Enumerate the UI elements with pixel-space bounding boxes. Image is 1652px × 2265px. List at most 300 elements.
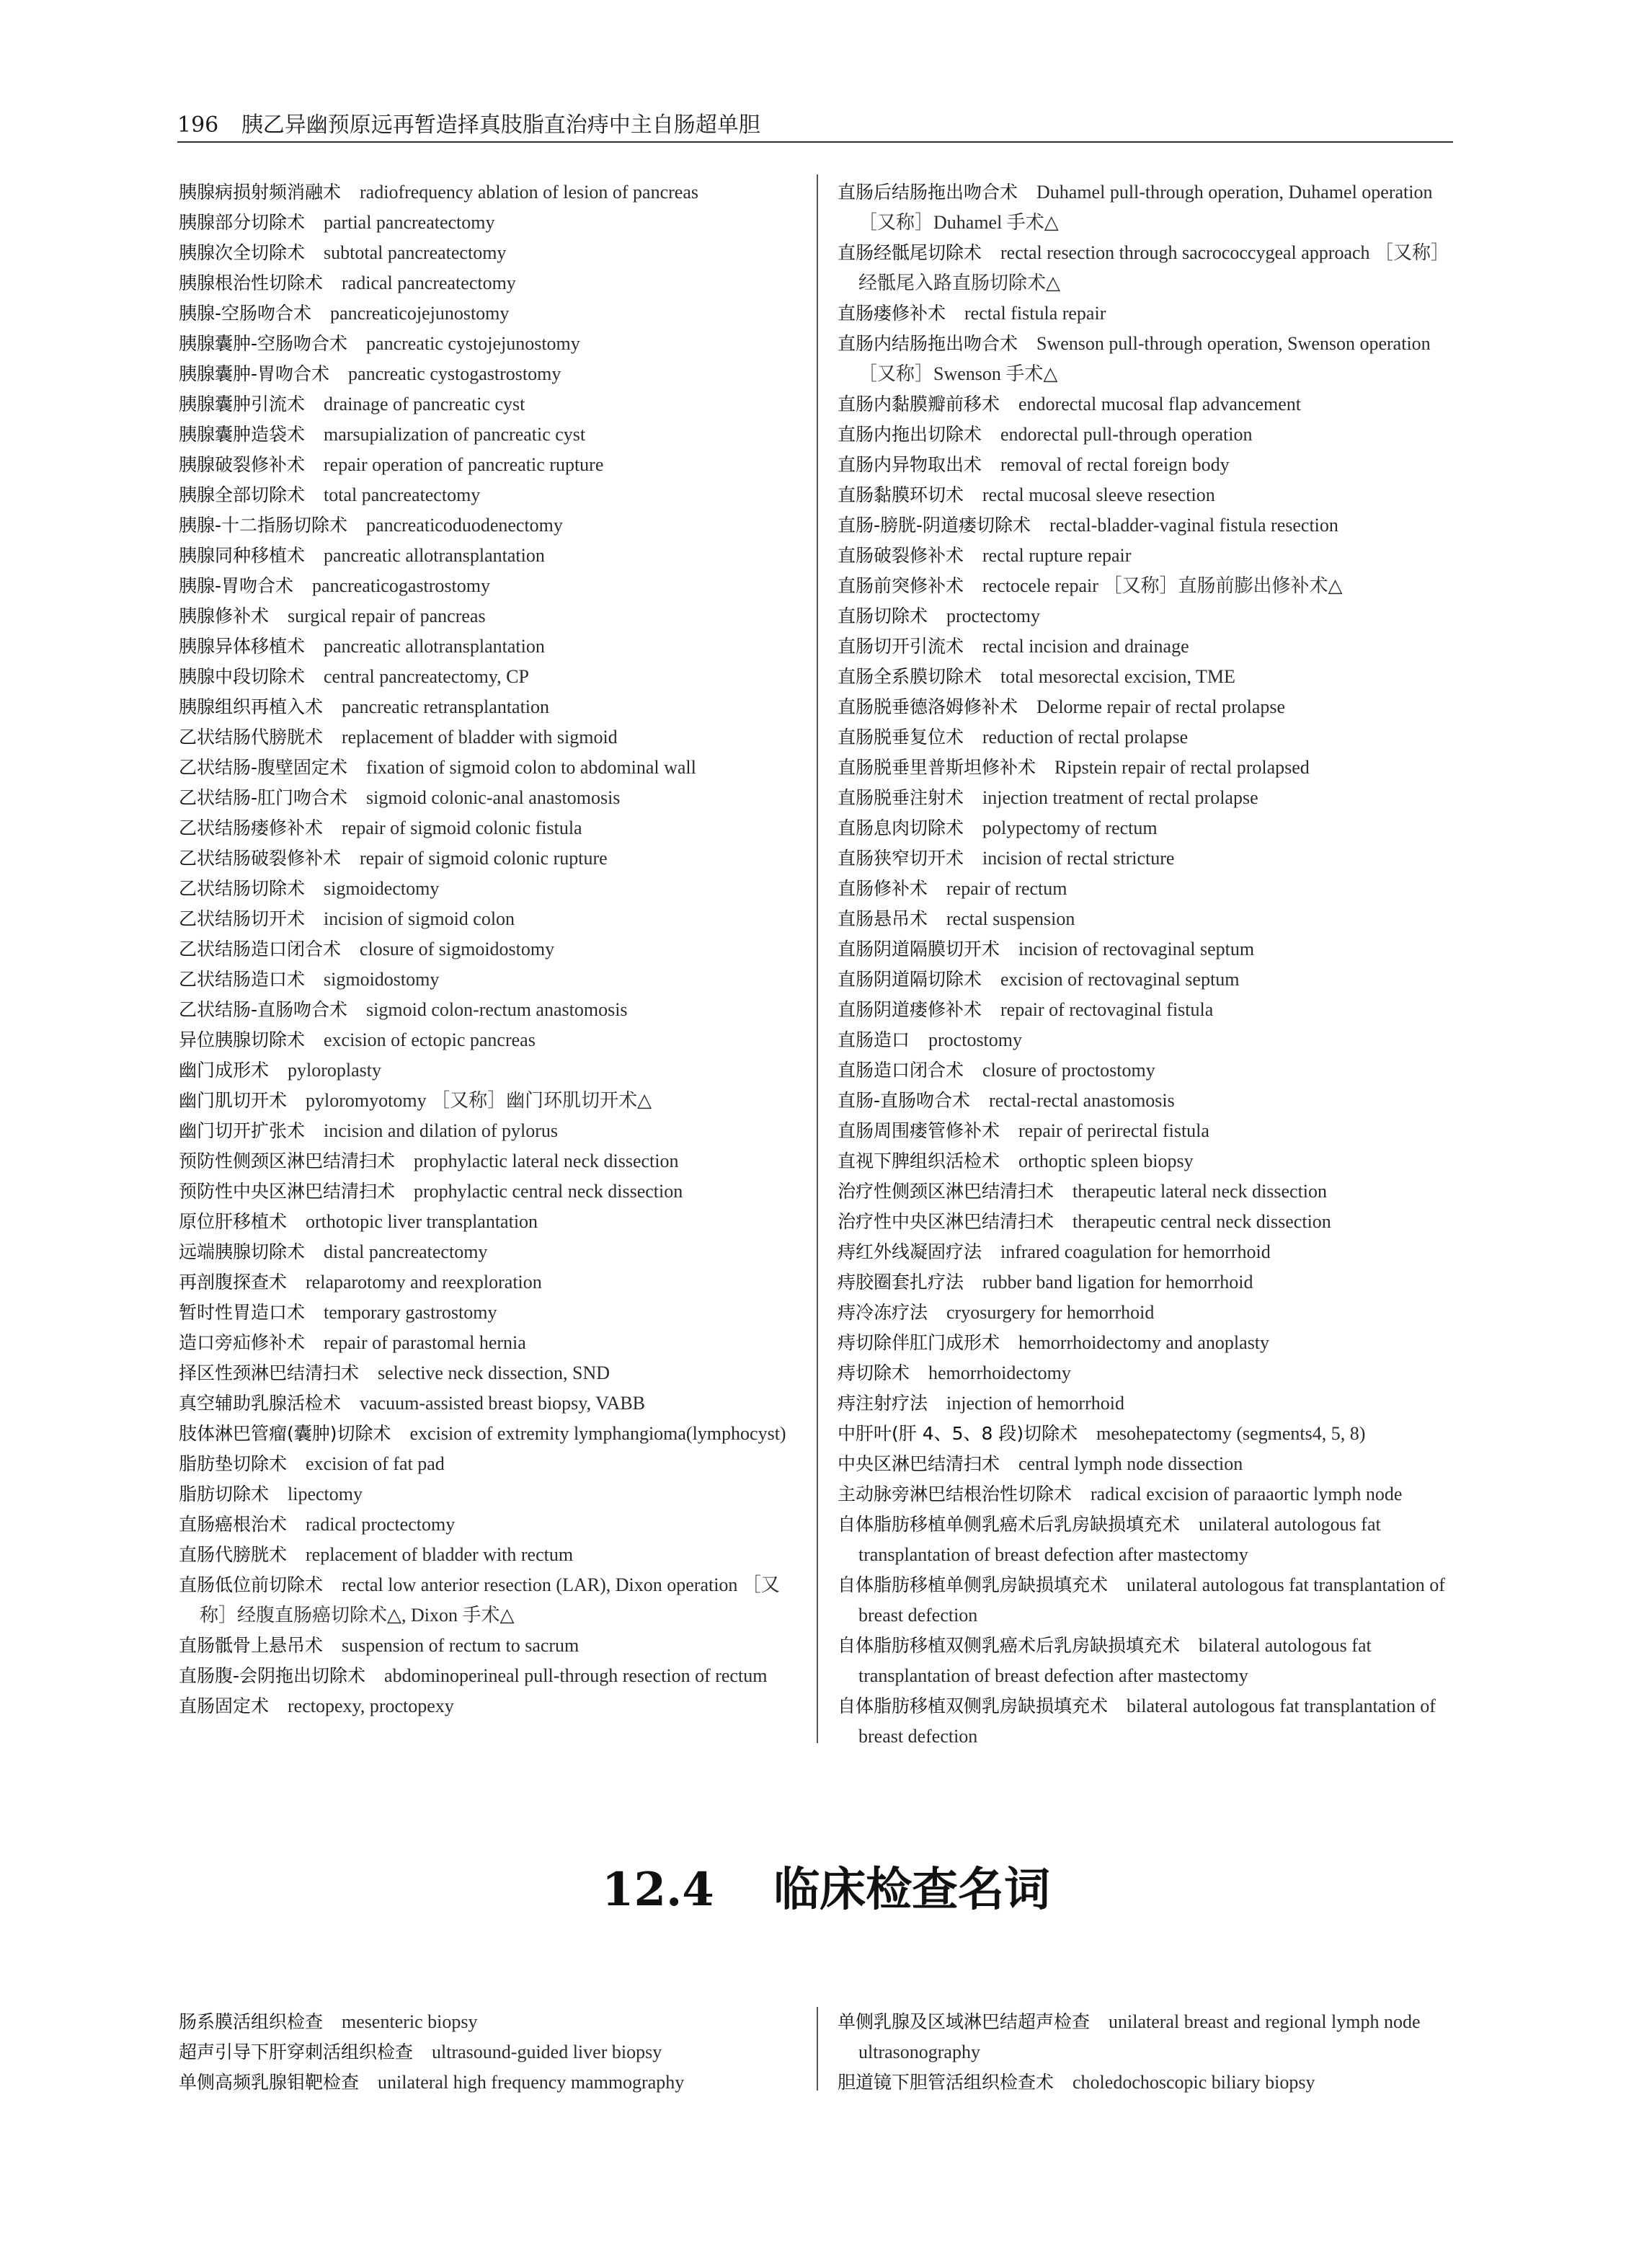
- term-english: pancreatic cystojejunostomy: [366, 333, 580, 354]
- term-entry: [838, 1146, 1455, 1176]
- term-english: pancreatic cystogastrostomy: [348, 363, 561, 384]
- term-entry: [179, 662, 799, 692]
- term-entry: [838, 1479, 1455, 1510]
- term-chinese: 痔胶圈套扎疗法: [838, 1272, 964, 1293]
- term-chinese: 主动脉旁淋巴结根治性切除术: [838, 1484, 1073, 1504]
- term-chinese: 乙状结肠代膀胱术: [179, 727, 324, 748]
- term-english: surgical repair of pancreas: [288, 606, 486, 626]
- term-english: bilateral autologous fat transplantation of breast defection: [858, 1696, 1436, 1747]
- term-english: rectal incision and drainage: [982, 636, 1189, 657]
- term-english: cryosurgery for hemorrhoid: [946, 1302, 1155, 1323]
- term-chinese: 直肠前突修补术: [838, 575, 964, 596]
- term-english: central lymph node dissection: [1018, 1453, 1243, 1474]
- term-chinese: 直肠脱垂注射术: [838, 787, 964, 808]
- term-entry: [838, 2007, 1455, 2067]
- term-chinese: 脂肪切除术: [179, 1484, 270, 1504]
- term-english: unilateral autologous fat transplantation of breast defection: [858, 1574, 1445, 1626]
- term-entry: [179, 1207, 799, 1237]
- term-chinese: 乙状结肠切开术: [179, 908, 306, 929]
- term-chinese: 再剖腹探查术: [179, 1272, 288, 1293]
- term-entry: [838, 1237, 1455, 1267]
- section-title: 临床检查名词: [773, 1863, 1051, 1917]
- section-column-divider: [817, 2007, 818, 2091]
- term-chinese: 单侧乳腺及区域淋巴结超声检查: [838, 2011, 1091, 2032]
- term-english: unilateral high frequency mammography: [378, 2072, 685, 2093]
- term-english: ultrasound-guided liver biopsy: [432, 2042, 662, 2062]
- section-right-column: [838, 2007, 1455, 2098]
- term-chinese: 原位肝移植术: [179, 1211, 288, 1232]
- term-entry: [838, 692, 1455, 722]
- term-entry: [838, 965, 1455, 995]
- term-entry: [838, 389, 1455, 420]
- term-entry: [179, 1388, 799, 1419]
- term-entry: [179, 1086, 799, 1116]
- term-entry: [838, 1358, 1455, 1388]
- term-english: removal of rectal foreign body: [1000, 454, 1230, 475]
- term-entry: [838, 813, 1455, 843]
- term-entry: [179, 722, 799, 753]
- term-chinese: 异位胰腺切除术: [179, 1029, 306, 1050]
- term-chinese: 直肠瘘修补术: [838, 303, 946, 324]
- term-entry: [838, 1267, 1455, 1298]
- term-entry: [838, 1510, 1455, 1570]
- term-english: endorectal mucosal flap advancement: [1018, 394, 1301, 415]
- term-entry: [179, 2007, 799, 2037]
- term-english: rectal-rectal anastomosis: [989, 1090, 1175, 1111]
- term-chinese: 治疗性中央区淋巴结清扫术: [838, 1211, 1054, 1232]
- term-chinese: 直视下脾组织活检术: [838, 1151, 1000, 1171]
- term-entry: [838, 541, 1455, 571]
- term-entry: [838, 1116, 1455, 1146]
- term-chinese: 脂肪垫切除术: [179, 1453, 288, 1474]
- term-english: proctectomy: [946, 606, 1040, 626]
- section-heading: [0, 1853, 1652, 1919]
- term-chinese: 直肠切开引流术: [838, 636, 964, 657]
- term-entry: [179, 965, 799, 995]
- term-entry: [179, 1146, 799, 1176]
- term-english: closure of sigmoidostomy: [360, 939, 555, 959]
- term-entry: [179, 874, 799, 904]
- term-english: hemorrhoidectomy: [928, 1362, 1071, 1383]
- term-chinese: 痔切除伴肛门成形术: [838, 1332, 1000, 1353]
- term-english: rectocele repair ［又称］直肠前膨出修补术△: [982, 575, 1343, 596]
- term-english: rubber band ligation for hemorrhoid: [982, 1272, 1253, 1293]
- term-entry: [179, 813, 799, 843]
- term-english: incision of rectovaginal septum: [1018, 939, 1255, 959]
- term-chinese: 胰腺-十二指肠切除术: [179, 515, 348, 536]
- term-english: rectal mucosal sleeve resection: [982, 484, 1215, 505]
- term-entry: [838, 1176, 1455, 1207]
- term-chinese: 直肠固定术: [179, 1696, 270, 1716]
- term-chinese: 胆道镜下胆管活组织检查术: [838, 2072, 1054, 2093]
- term-chinese: 直肠阴道隔膜切开术: [838, 939, 1000, 959]
- term-entry: [838, 1328, 1455, 1358]
- term-chinese: 自体脂肪移植双侧乳癌术后乳房缺损填充术: [838, 1635, 1181, 1656]
- term-chinese: 预防性侧颈区淋巴结清扫术: [179, 1151, 396, 1171]
- term-english: replacement of bladder with sigmoid: [342, 727, 618, 748]
- term-english: pyloroplasty: [288, 1060, 382, 1081]
- term-english: repair of parastomal hernia: [324, 1332, 526, 1353]
- term-chinese: 中肝叶(肝 4、5、8 段)切除术: [838, 1423, 1078, 1444]
- term-english: pancreatic allotransplantation: [324, 636, 545, 657]
- term-entry: [179, 2037, 799, 2067]
- term-entry: [838, 420, 1455, 450]
- term-english: pancreatic allotransplantation: [324, 545, 545, 566]
- term-chinese: 直肠息肉切除术: [838, 817, 964, 838]
- term-entry: [179, 1298, 799, 1328]
- term-chinese: 直肠骶骨上悬吊术: [179, 1635, 324, 1656]
- section-left-column: [179, 2007, 799, 2098]
- term-entry: [838, 1449, 1455, 1479]
- term-chinese: 直肠脱垂里普斯坦修补术: [838, 757, 1036, 778]
- term-entry: [179, 783, 799, 813]
- term-entry: [179, 1691, 799, 1721]
- term-chinese: 直肠悬吊术: [838, 908, 928, 929]
- term-entry: [179, 450, 799, 480]
- term-chinese: 痔冷冻疗法: [838, 1302, 928, 1323]
- term-chinese: 胰腺同种移植术: [179, 545, 306, 566]
- term-chinese: 痔切除术: [838, 1362, 910, 1383]
- term-english: repair of perirectal fistula: [1018, 1120, 1209, 1141]
- term-english: unilateral autologous fat transplantation of breast defection after mastectomy: [858, 1514, 1381, 1565]
- term-chinese: 直肠-直肠吻合术: [838, 1090, 971, 1111]
- term-english: bilateral autologous fat transplantation of breast defection after mastectomy: [858, 1635, 1372, 1686]
- term-english: incision of sigmoid colon: [324, 908, 515, 929]
- term-entry: [179, 1237, 799, 1267]
- term-entry: [838, 1025, 1455, 1055]
- term-chinese: 幽门切开扩张术: [179, 1120, 306, 1141]
- term-entry: [838, 510, 1455, 541]
- term-entry: [838, 1631, 1455, 1691]
- term-chinese: 自体脂肪移植单侧乳房缺损填充术: [838, 1574, 1109, 1595]
- term-entry: [179, 631, 799, 662]
- term-entry: [838, 329, 1455, 389]
- term-entry: [179, 1449, 799, 1479]
- term-entry: [179, 1479, 799, 1510]
- term-entry: [179, 420, 799, 450]
- term-english: marsupialization of pancreatic cyst: [324, 424, 586, 445]
- term-entry: [179, 389, 799, 420]
- term-chinese: 直肠经骶尾切除术: [838, 242, 982, 263]
- term-chinese: 直肠内拖出切除术: [838, 424, 982, 445]
- term-chinese: 择区性颈淋巴结清扫术: [179, 1362, 360, 1383]
- term-entry: [179, 1055, 799, 1086]
- term-chinese: 直肠内结肠拖出吻合术: [838, 333, 1018, 354]
- term-english: repair operation of pancreatic rupture: [324, 454, 604, 475]
- term-english: rectal-bladder-vaginal fistula resection: [1049, 515, 1338, 536]
- term-entry: [179, 208, 799, 238]
- term-english: total mesorectal excision, TME: [1000, 666, 1235, 687]
- term-entry: [838, 783, 1455, 813]
- term-chinese: 自体脂肪移植双侧乳房缺损填充术: [838, 1696, 1109, 1716]
- term-english: excision of ectopic pancreas: [324, 1029, 536, 1050]
- term-entry: [838, 1691, 1455, 1752]
- term-entry: [838, 995, 1455, 1025]
- term-chinese: 痔注射疗法: [838, 1393, 928, 1414]
- term-entry: [179, 480, 799, 510]
- term-english: orthotopic liver transplantation: [306, 1211, 538, 1232]
- term-entry: [838, 1419, 1455, 1449]
- term-english: sigmoidostomy: [324, 969, 440, 990]
- term-chinese: 直肠代膀胱术: [179, 1544, 288, 1565]
- term-chinese: 直肠阴道瘘修补术: [838, 999, 982, 1020]
- term-english: Delorme repair of rectal prolapse: [1036, 696, 1286, 717]
- term-entry: [838, 1055, 1455, 1086]
- term-chinese: 胰腺-空肠吻合术: [179, 303, 312, 324]
- term-entry: [838, 631, 1455, 662]
- term-chinese: 超声引导下肝穿刺活组织检查: [179, 2042, 414, 2062]
- term-chinese: 胰腺病损射频消融术: [179, 182, 342, 203]
- term-chinese: 胰腺组织再植入术: [179, 696, 324, 717]
- term-chinese: 直肠脱垂复位术: [838, 727, 964, 748]
- term-chinese: 胰腺全部切除术: [179, 484, 306, 505]
- term-entry: [838, 843, 1455, 874]
- term-chinese: 胰腺囊肿-空肠吻合术: [179, 333, 348, 354]
- term-chinese: 直肠切除术: [838, 606, 928, 626]
- section-number: 12.4: [601, 1863, 714, 1917]
- term-entry: [838, 1207, 1455, 1237]
- term-chinese: 胰腺-胃吻合术: [179, 575, 294, 596]
- term-entry: [179, 843, 799, 874]
- term-chinese: 胰腺囊肿造袋术: [179, 424, 306, 445]
- term-english: therapeutic lateral neck dissection: [1073, 1181, 1328, 1202]
- term-english: excision of rectovaginal septum: [1000, 969, 1240, 990]
- term-english: repair of sigmoid colonic rupture: [360, 848, 608, 869]
- term-chinese: 直肠周围瘘管修补术: [838, 1120, 1000, 1141]
- term-english: endorectal pull-through operation: [1000, 424, 1253, 445]
- term-chinese: 直肠脱垂德洛姆修补术: [838, 696, 1018, 717]
- term-english: choledochoscopic biliary biopsy: [1073, 2072, 1315, 2093]
- term-chinese: 乙状结肠切除术: [179, 878, 306, 899]
- term-english: pancreaticogastrostomy: [312, 575, 490, 596]
- term-entry: [179, 692, 799, 722]
- term-entry: [179, 904, 799, 934]
- term-english: Swenson pull-through operation, Swenson operation ［又称］Swenson 手术△: [858, 333, 1431, 384]
- term-entry: [179, 1267, 799, 1298]
- term-entry: [838, 450, 1455, 480]
- term-chinese: 幽门成形术: [179, 1060, 270, 1081]
- term-entry: [838, 238, 1455, 298]
- term-english: pancreaticojejunostomy: [330, 303, 510, 324]
- term-english: mesenteric biopsy: [342, 2011, 478, 2032]
- term-chinese: 造口旁疝修补术: [179, 1332, 306, 1353]
- column-divider: [817, 174, 818, 1743]
- term-chinese: 暂时性胃造口术: [179, 1302, 306, 1323]
- term-chinese: 乙状结肠破裂修补术: [179, 848, 342, 869]
- term-chinese: 肠系膜活组织检查: [179, 2011, 324, 2032]
- term-english: rectal resection through sacrococcygeal approach ［又称］经骶尾入路直肠切除术△: [858, 242, 1450, 293]
- term-chinese: 幽门肌切开术: [179, 1090, 288, 1111]
- term-entry: [179, 1328, 799, 1358]
- term-english: fixation of sigmoid colon to abdominal wall: [366, 757, 696, 778]
- term-entry: [838, 601, 1455, 631]
- term-english: subtotal pancreatectomy: [324, 242, 507, 263]
- term-english: repair of rectum: [946, 878, 1067, 899]
- term-entry: [179, 1510, 799, 1540]
- page-header: [177, 110, 1453, 143]
- term-entry: [179, 510, 799, 541]
- term-entry: [179, 298, 799, 329]
- page-number: 196: [177, 112, 219, 138]
- term-entry: [179, 753, 799, 783]
- term-english: therapeutic central neck dissection: [1073, 1211, 1331, 1232]
- term-entry: [838, 934, 1455, 965]
- term-chinese: 单侧高频乳腺钼靶检查: [179, 2072, 360, 2093]
- term-entry: [179, 1176, 799, 1207]
- term-entry: [179, 541, 799, 571]
- term-english: Duhamel pull-through operation, Duhamel operation ［又称］Duhamel 手术△: [858, 182, 1433, 233]
- term-english: rectal fistula repair: [964, 303, 1106, 324]
- term-english: incision of rectal stricture: [982, 848, 1175, 869]
- term-entry: [179, 268, 799, 298]
- term-chinese: 直肠内黏膜瓣前移术: [838, 394, 1000, 415]
- term-entry: [838, 722, 1455, 753]
- term-entry: [838, 571, 1455, 601]
- term-english: central pancreatectomy, CP: [324, 666, 529, 687]
- term-chinese: 痔红外线凝固疗法: [838, 1241, 982, 1262]
- term-english: sigmoidectomy: [324, 878, 440, 899]
- term-english: infrared coagulation for hemorrhoid: [1000, 1241, 1271, 1262]
- term-english: polypectomy of rectum: [982, 817, 1158, 838]
- term-chinese: 胰腺中段切除术: [179, 666, 306, 687]
- term-english: temporary gastrostomy: [324, 1302, 497, 1323]
- term-entry: [179, 359, 799, 389]
- term-entry: [179, 934, 799, 965]
- term-english: selective neck dissection, SND: [378, 1362, 610, 1383]
- term-english: drainage of pancreatic cyst: [324, 394, 525, 415]
- term-chinese: 直肠破裂修补术: [838, 545, 964, 566]
- term-entry: [179, 1570, 799, 1631]
- term-english: incision and dilation of pylorus: [324, 1120, 558, 1141]
- term-chinese: 胰腺破裂修补术: [179, 454, 306, 475]
- term-chinese: 直肠造口: [838, 1029, 910, 1050]
- term-entry: [179, 329, 799, 359]
- term-entry: [179, 571, 799, 601]
- term-english: hemorrhoidectomy and anoplasty: [1018, 1332, 1270, 1353]
- term-english: pancreaticoduodenectomy: [366, 515, 563, 536]
- term-chinese: 乙状结肠-肛门吻合术: [179, 787, 348, 808]
- term-english: mesohepatectomy (segments4, 5, 8): [1096, 1423, 1366, 1444]
- term-english: rectal rupture repair: [982, 545, 1132, 566]
- term-chinese: 直肠黏膜环切术: [838, 484, 964, 505]
- term-entry: [179, 238, 799, 268]
- term-chinese: 乙状结肠-腹壁固定术: [179, 757, 348, 778]
- term-chinese: 肢体淋巴管瘤(囊肿)切除术: [179, 1423, 391, 1444]
- term-entry: [179, 2067, 799, 2098]
- term-english: radical excision of paraaortic lymph node: [1091, 1484, 1403, 1504]
- term-chinese: 直肠后结肠拖出吻合术: [838, 182, 1018, 203]
- term-entry: [179, 995, 799, 1025]
- term-chinese: 乙状结肠造口闭合术: [179, 939, 342, 959]
- term-english: proctostomy: [928, 1029, 1023, 1050]
- term-entry: [838, 298, 1455, 329]
- left-column: [179, 177, 799, 1721]
- term-entry: [838, 2067, 1455, 2098]
- term-entry: [179, 1358, 799, 1388]
- term-english: rectal low anterior resection (LAR), Dixon operation ［又称］经腹直肠癌切除术△, Dixon 手术△: [200, 1574, 780, 1626]
- term-entry: [179, 1025, 799, 1055]
- term-english: relaparotomy and reexploration: [306, 1272, 542, 1293]
- term-chinese: 胰腺囊肿-胃吻合术: [179, 363, 330, 384]
- term-chinese: 直肠狭窄切开术: [838, 848, 964, 869]
- term-entry: [179, 1631, 799, 1661]
- term-chinese: 胰腺修补术: [179, 606, 270, 626]
- term-chinese: 直肠全系膜切除术: [838, 666, 982, 687]
- term-english: prophylactic central neck dissection: [414, 1181, 683, 1202]
- term-english: reduction of rectal prolapse: [982, 727, 1189, 748]
- term-english: radical proctectomy: [306, 1514, 456, 1535]
- term-entry: [838, 1570, 1455, 1631]
- term-entry: [838, 1086, 1455, 1116]
- term-chinese: 直肠阴道隔切除术: [838, 969, 982, 990]
- term-chinese: 直肠造口闭合术: [838, 1060, 964, 1081]
- term-english: suspension of rectum to sacrum: [342, 1635, 579, 1656]
- term-chinese: 直肠腹-会阴拖出切除术: [179, 1665, 366, 1686]
- term-english: pancreatic retransplantation: [342, 696, 550, 717]
- term-chinese: 胰腺部分切除术: [179, 212, 306, 233]
- term-entry: [838, 480, 1455, 510]
- term-chinese: 预防性中央区淋巴结清扫术: [179, 1181, 396, 1202]
- term-english: pyloromyotomy ［又称］幽门环肌切开术△: [306, 1090, 652, 1111]
- term-chinese: 乙状结肠造口术: [179, 969, 306, 990]
- term-english: replacement of bladder with rectum: [306, 1544, 574, 1565]
- term-english: unilateral breast and regional lymph node ultrasonography: [858, 2011, 1421, 2062]
- term-english: injection treatment of rectal prolapse: [982, 787, 1258, 808]
- term-english: orthoptic spleen biopsy: [1018, 1151, 1194, 1171]
- term-chinese: 真空辅助乳腺活检术: [179, 1393, 342, 1414]
- term-chinese: 直肠癌根治术: [179, 1514, 288, 1535]
- term-english: closure of proctostomy: [982, 1060, 1155, 1081]
- term-english: Ripstein repair of rectal prolapsed: [1054, 757, 1310, 778]
- term-english: rectopexy, proctopexy: [288, 1696, 454, 1716]
- term-entry: [838, 874, 1455, 904]
- term-chinese: 胰腺囊肿引流术: [179, 394, 306, 415]
- term-entry: [838, 904, 1455, 934]
- term-english: distal pancreatectomy: [324, 1241, 488, 1262]
- term-entry: [179, 1419, 799, 1449]
- term-entry: [838, 1298, 1455, 1328]
- term-english: sigmoid colon-rectum anastomosis: [366, 999, 628, 1020]
- term-entry: [838, 753, 1455, 783]
- term-english: prophylactic lateral neck dissection: [414, 1151, 679, 1171]
- term-english: vacuum-assisted breast biopsy, VABB: [360, 1393, 646, 1414]
- term-english: sigmoid colonic-anal anastomosis: [366, 787, 621, 808]
- term-chinese: 胰腺根治性切除术: [179, 272, 324, 293]
- term-chinese: 治疗性侧颈区淋巴结清扫术: [838, 1181, 1054, 1202]
- term-entry: [179, 601, 799, 631]
- term-english: lipectomy: [288, 1484, 363, 1504]
- term-chinese: 中央区淋巴结清扫术: [838, 1453, 1000, 1474]
- term-chinese: 乙状结肠瘘修补术: [179, 817, 324, 838]
- term-entry: [838, 662, 1455, 692]
- term-chinese: 乙状结肠-直肠吻合术: [179, 999, 348, 1020]
- term-english: radical pancreatectomy: [342, 272, 516, 293]
- term-entry: [179, 177, 799, 208]
- term-chinese: 胰腺次全切除术: [179, 242, 306, 263]
- term-chinese: 胰腺异体移植术: [179, 636, 306, 657]
- term-chinese: 直肠修补术: [838, 878, 928, 899]
- term-chinese: 直肠内异物取出术: [838, 454, 982, 475]
- term-entry: [838, 177, 1455, 238]
- term-english: rectal suspension: [946, 908, 1075, 929]
- term-english: partial pancreatectomy: [324, 212, 495, 233]
- term-chinese: 直肠低位前切除术: [179, 1574, 324, 1595]
- running-title: 胰乙异幽预原远再暂造择真肢脂直治痔中主自肠超单胆: [241, 112, 760, 138]
- term-english: total pancreatectomy: [324, 484, 481, 505]
- term-english: abdominoperineal pull-through resection of rectum: [384, 1665, 768, 1686]
- term-entry: [179, 1116, 799, 1146]
- term-english: repair of rectovaginal fistula: [1000, 999, 1214, 1020]
